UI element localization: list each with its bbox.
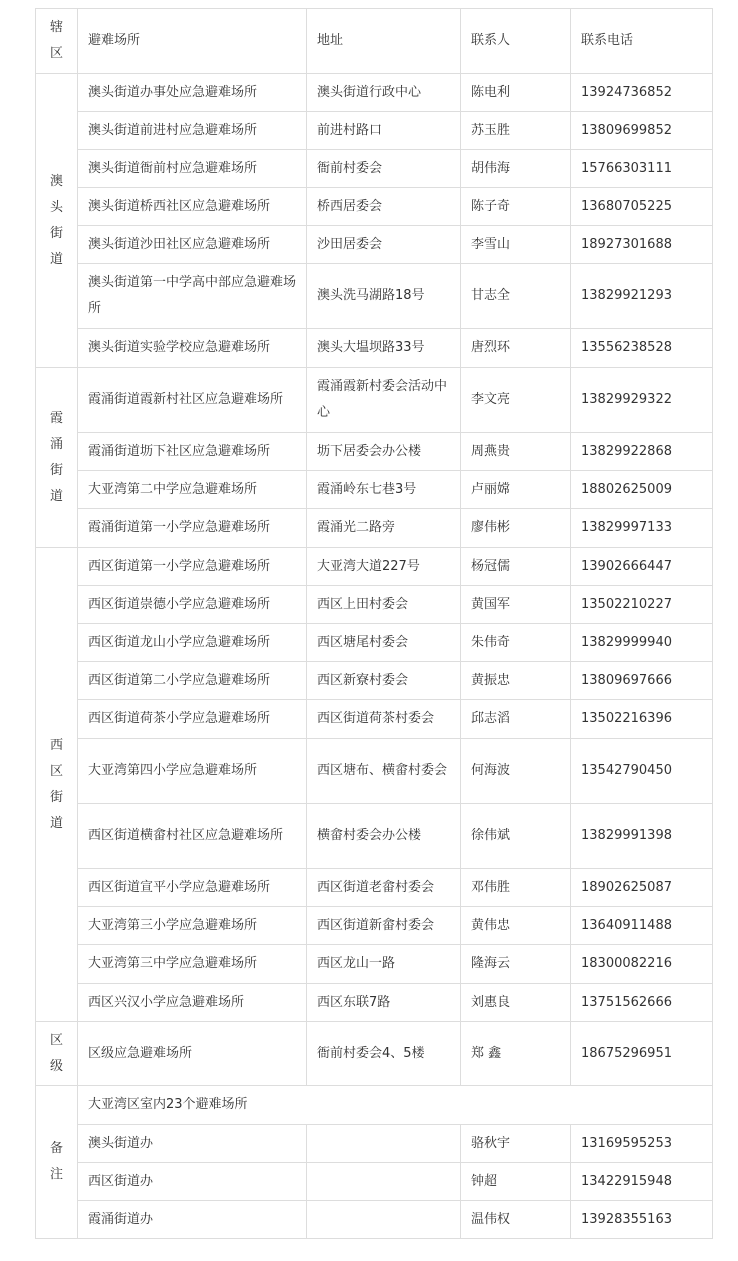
shelter-name: 西区街道第一小学应急避难场所 [78, 548, 307, 586]
note-name: 澳头街道办 [78, 1125, 307, 1163]
shelter-address: 西区新寮村委会 [307, 662, 461, 700]
note-phone: 13422915948 [571, 1163, 713, 1201]
shelter-name: 澳头街道办事处应急避难场所 [78, 74, 307, 112]
shelter-contact: 黄国军 [461, 586, 571, 624]
shelter-contact: 陈电利 [461, 74, 571, 112]
shelter-phone: 13902666447 [571, 548, 713, 586]
shelter-address: 霞涌岭东七巷3号 [307, 471, 461, 509]
shelter-name: 澳头街道桥西社区应急避难场所 [78, 188, 307, 226]
shelter-contact: 苏玉胜 [461, 112, 571, 150]
shelter-contact: 李文亮 [461, 368, 571, 433]
shelter-address: 西区东联7路 [307, 984, 461, 1022]
header-phone: 联系电话 [571, 9, 713, 74]
shelter-address: 澳头洗马湖路18号 [307, 264, 461, 329]
shelter-contact: 邱志滔 [461, 700, 571, 739]
shelter-phone: 13924736852 [571, 74, 713, 112]
note-address [307, 1163, 461, 1201]
shelter-phone: 18927301688 [571, 226, 713, 264]
note-contact: 温伟权 [461, 1201, 571, 1239]
table-row [36, 984, 713, 1022]
note-phone: 13928355163 [571, 1201, 713, 1239]
shelter-address: 澳头大塭坝路33号 [307, 329, 461, 368]
shelter-name: 大亚湾第四小学应急避难场所 [78, 739, 307, 804]
shelter-name: 澳头街道前进村应急避难场所 [78, 112, 307, 150]
district-quji: 区级 [36, 1022, 78, 1086]
shelter-contact: 郑 鑫 [461, 1022, 571, 1086]
shelter-phone: 13829921293 [571, 264, 713, 329]
shelter-name: 霞涌街道第一小学应急避难场所 [78, 509, 307, 548]
table-row [36, 264, 713, 329]
shelter-address: 衙前村委会 [307, 150, 461, 188]
shelter-phone: 18802625009 [571, 471, 713, 509]
shelter-phone: 13829997133 [571, 509, 713, 548]
shelter-phone: 13829991398 [571, 804, 713, 869]
shelter-contact: 黄振忠 [461, 662, 571, 700]
district-beizhu: 备注 [36, 1086, 78, 1239]
table-row [36, 471, 713, 509]
header-district: 辖区 [36, 9, 78, 74]
shelter-address: 西区街道新畲村委会 [307, 907, 461, 945]
notes-summary-row [36, 1086, 713, 1125]
shelter-address: 大亚湾大道227号 [307, 548, 461, 586]
shelter-address: 横畲村委会办公楼 [307, 804, 461, 869]
shelter-address: 沙田居委会 [307, 226, 461, 264]
table-row [36, 329, 713, 368]
shelter-contact: 唐烈环 [461, 329, 571, 368]
district-xiachong: 霞涌街道 [36, 368, 78, 548]
note-name: 霞涌街道办 [78, 1201, 307, 1239]
table-row [36, 368, 713, 433]
shelter-name: 澳头街道第一中学高中部应急避难场所 [78, 264, 307, 329]
table-row [36, 433, 713, 471]
shelter-name: 大亚湾第三中学应急避难场所 [78, 945, 307, 984]
note-contact: 骆秋宇 [461, 1125, 571, 1163]
shelter-address: 前进村路口 [307, 112, 461, 150]
shelter-contact: 黄伟忠 [461, 907, 571, 945]
shelter-address: 西区塘布、横畲村委会 [307, 739, 461, 804]
shelter-name: 大亚湾第三小学应急避难场所 [78, 907, 307, 945]
shelter-contact: 廖伟彬 [461, 509, 571, 548]
shelter-phone: 13751562666 [571, 984, 713, 1022]
table-row [36, 1125, 713, 1163]
shelter-phone: 18300082216 [571, 945, 713, 984]
table-row [36, 188, 713, 226]
table-row [36, 869, 713, 907]
shelter-phone: 13829922868 [571, 433, 713, 471]
shelter-contact: 隆海云 [461, 945, 571, 984]
shelter-name: 西区街道崇德小学应急避难场所 [78, 586, 307, 624]
shelter-phone: 13640911488 [571, 907, 713, 945]
shelter-name: 大亚湾第二中学应急避难场所 [78, 471, 307, 509]
shelter-name: 澳头街道实验学校应急避难场所 [78, 329, 307, 368]
shelter-contact: 邓伟胜 [461, 869, 571, 907]
shelter-name: 西区街道第二小学应急避难场所 [78, 662, 307, 700]
shelter-contact: 杨冠儒 [461, 548, 571, 586]
table-row [36, 112, 713, 150]
shelter-name: 西区街道荷茶小学应急避难场所 [78, 700, 307, 739]
table-header-row [36, 9, 713, 74]
shelter-phone: 13809699852 [571, 112, 713, 150]
shelter-address: 桥西居委会 [307, 188, 461, 226]
table-row [36, 945, 713, 984]
shelter-name: 西区兴汉小学应急避难场所 [78, 984, 307, 1022]
shelter-phone: 13680705225 [571, 188, 713, 226]
note-address [307, 1201, 461, 1239]
shelter-address: 衙前村委会4、5楼 [307, 1022, 461, 1086]
shelter-phone: 18902625087 [571, 869, 713, 907]
notes-summary: 大亚湾区室内23个避难场所 [78, 1086, 713, 1125]
shelter-name: 澳头街道沙田社区应急避难场所 [78, 226, 307, 264]
shelter-address: 霞涌光二路旁 [307, 509, 461, 548]
shelter-contact: 陈子奇 [461, 188, 571, 226]
shelter-address: 澳头街道行政中心 [307, 74, 461, 112]
table-row [36, 226, 713, 264]
header-shelter: 避难场所 [78, 9, 307, 74]
district-aotou: 澳头街道 [36, 74, 78, 368]
shelter-address: 西区上田村委会 [307, 586, 461, 624]
note-address [307, 1125, 461, 1163]
table-row [36, 150, 713, 188]
table-row [36, 1163, 713, 1201]
shelter-name: 西区街道横畲村社区应急避难场所 [78, 804, 307, 869]
shelter-phone: 13502210227 [571, 586, 713, 624]
table-row [36, 739, 713, 804]
table-row [36, 624, 713, 662]
table-row [36, 586, 713, 624]
shelter-address: 西区龙山一路 [307, 945, 461, 984]
shelter-phone: 13829999940 [571, 624, 713, 662]
shelter-contact: 甘志全 [461, 264, 571, 329]
shelter-name: 澳头街道衙前村应急避难场所 [78, 150, 307, 188]
shelter-name: 霞涌街道坜下社区应急避难场所 [78, 433, 307, 471]
table-row [36, 1022, 713, 1086]
table-row [36, 1201, 713, 1239]
shelter-phone: 13829929322 [571, 368, 713, 433]
shelter-contact: 周燕贵 [461, 433, 571, 471]
note-phone: 13169595253 [571, 1125, 713, 1163]
shelter-name: 区级应急避难场所 [78, 1022, 307, 1086]
shelter-address: 西区街道荷茶村委会 [307, 700, 461, 739]
table-row [36, 700, 713, 739]
header-address: 地址 [307, 9, 461, 74]
note-name: 西区街道办 [78, 1163, 307, 1201]
shelter-contact: 胡伟海 [461, 150, 571, 188]
district-xiqu: 西区街道 [36, 548, 78, 1022]
shelter-name: 西区街道宣平小学应急避难场所 [78, 869, 307, 907]
shelter-name: 西区街道龙山小学应急避难场所 [78, 624, 307, 662]
note-contact: 钟超 [461, 1163, 571, 1201]
shelter-phone: 13556238528 [571, 329, 713, 368]
table-row [36, 907, 713, 945]
shelter-phone: 13502216396 [571, 700, 713, 739]
shelter-phone: 13542790450 [571, 739, 713, 804]
table-row [36, 509, 713, 548]
shelter-contact: 李雪山 [461, 226, 571, 264]
shelter-phone: 13809697666 [571, 662, 713, 700]
shelter-contact: 卢丽嫦 [461, 471, 571, 509]
shelter-address: 坜下居委会办公楼 [307, 433, 461, 471]
shelter-contact: 何海波 [461, 739, 571, 804]
shelter-contact: 朱伟奇 [461, 624, 571, 662]
shelter-address: 西区塘尾村委会 [307, 624, 461, 662]
header-contact: 联系人 [461, 9, 571, 74]
shelter-table [35, 8, 713, 1239]
shelter-address: 霞涌霞新村委会活动中心 [307, 368, 461, 433]
shelter-name: 霞涌街道霞新村社区应急避难场所 [78, 368, 307, 433]
table-row [36, 74, 713, 112]
shelter-phone: 15766303111 [571, 150, 713, 188]
table-row [36, 548, 713, 586]
shelter-contact: 徐伟斌 [461, 804, 571, 869]
table-row [36, 662, 713, 700]
shelter-phone: 18675296951 [571, 1022, 713, 1086]
shelter-contact: 刘惠良 [461, 984, 571, 1022]
shelter-address: 西区街道老畲村委会 [307, 869, 461, 907]
table-row [36, 804, 713, 869]
